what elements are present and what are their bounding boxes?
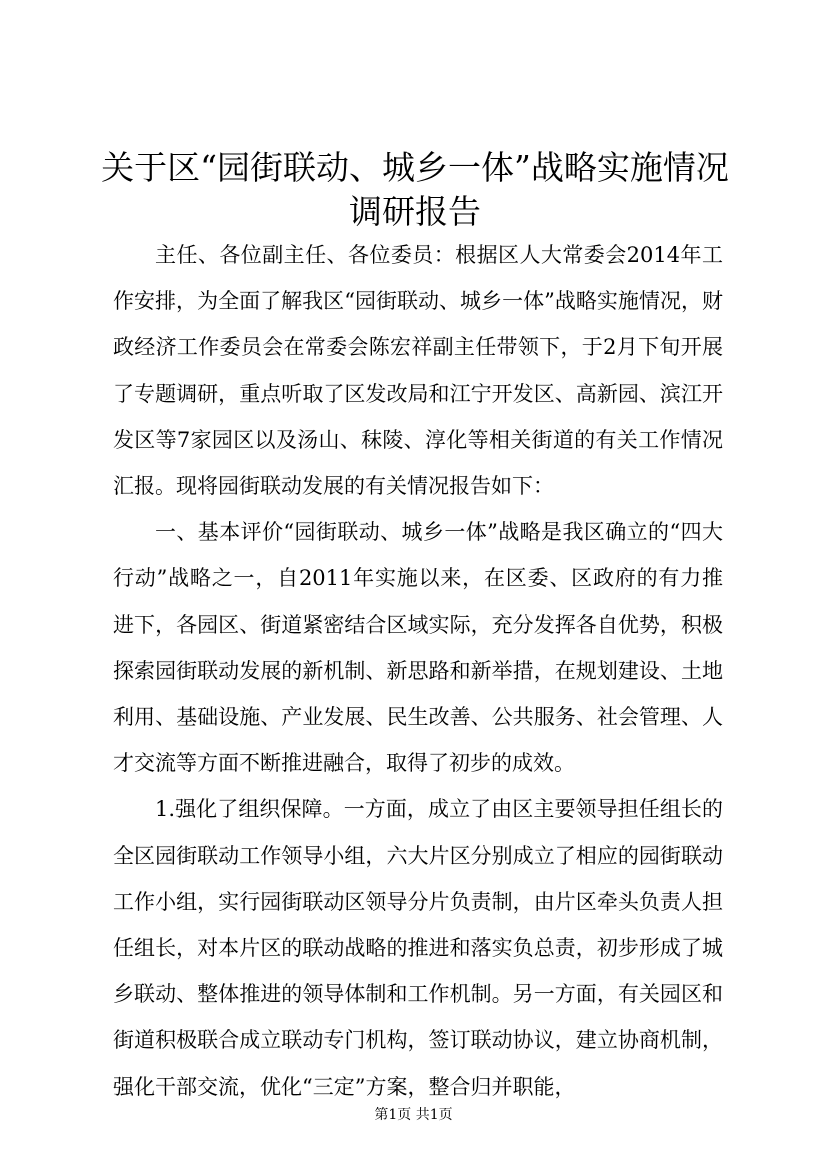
- page-footer: 第1页 共1页: [374, 1107, 453, 1123]
- paragraph-intro: 主任、各位副主任、各位委员：根据区人大常委会2014年工作安排，为全面了解我区“园街联动、城乡一体”战略实施情况，财政经济工作委员会在常委会陈宏祥副主任带领下，于2月下旬开展了专题调研，重点听取了区发改局和江宁开发区、高新园、滨江开发区等7家园区以及汤山、秣陵、淳化等相关街道的有关工作情况汇报。现将园街联动发展的有关情况报告如下：: [113, 243, 723, 499]
- document-title-line-1: 关于区“园街联动、城乡一体”战略实施情况: [101, 148, 729, 187]
- document-body: [113, 232, 723, 1110]
- paragraph-evaluation: 一、基本评价“园街联动、城乡一体”战略是我区确立的“四大行动”战略之一，自2011年实施以来，在区委、区政府的有力推进下，各园区、街道紧密结合区域实际，充分发挥各自优势，积极探索园街联动发展的新机制、新思路和新举措，在规划建设、土地利用、基础设施、产业发展、民生改善、公共服务、社会管理、人才交流等方面不断推进融合，取得了初步的成效。: [113, 520, 723, 776]
- document-title-line-2: 调研报告: [349, 192, 481, 231]
- paragraph-organization: 1.强化了组织保障。一方面，成立了由区主要领导担任组长的全区园街联动工作领导小组，六大片区分别成立了相应的园街联动工作小组，实行园街联动区领导分片负责制，由片区牵头负责人担任组长，对本片区的联动战略的推进和落实负总责，初步形成了城乡联动、整体推进的领导体制和工作机制。另一方面，有关园区和街道积极联合成立联动专门机构，签订联动协议，建立协商机制，强化干部交流，优化“三定”方案，整合归并职能，: [113, 797, 723, 1099]
